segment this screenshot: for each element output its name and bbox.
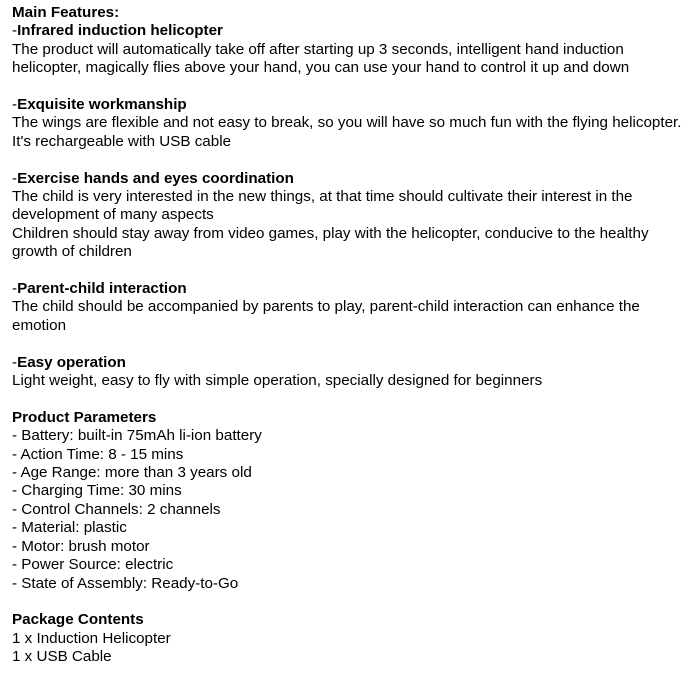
parameter-item: - Motor: brush motor — [12, 537, 150, 555]
feature-title-text: Exquisite workmanship — [17, 96, 187, 114]
feature-description: Light weight, easy to fly with simple operation, specially designed for beginners — [12, 372, 543, 390]
package-item: 1 x Induction Helicopter — [12, 629, 171, 647]
product-description — [12, 4, 688, 667]
parameter-item: - Battery: built-in 75mAh li-ion battery — [12, 427, 262, 445]
feature-description: The wings are flexible and not easy to break, so you will have so much fun with the flying helicopter. It's rechargeable with USB cable — [12, 114, 682, 150]
feature-description: The product will automatically take off after starting up 3 seconds, intelligent hand induction helicopter, magically flies above your hand, you can use your hand to control it up and down — [12, 40, 630, 77]
package-contents-heading: Package Contents — [12, 611, 144, 629]
parameter-item: - Age Range: more than 3 years old — [12, 464, 252, 482]
product-parameters-heading: Product Parameters — [12, 408, 157, 426]
parameter-item: - Charging Time: 30 mins — [12, 482, 182, 500]
feature-title-text: Parent-child interaction — [17, 280, 187, 298]
feature-description: The child is very interested in the new things, at that time should cultivate their interest in the development of many aspects — [12, 188, 633, 224]
parameter-item: - State of Assembly: Ready-to-Go — [12, 574, 239, 592]
feature-title-text: Infrared induction helicopter — [17, 22, 223, 40]
feature-prefix: - — [12, 96, 18, 114]
feature-title — [12, 22, 688, 40]
parameter-item: - Control Channels: 2 channels — [12, 500, 221, 518]
feature-prefix: - — [12, 353, 18, 371]
parameter-item: - Material: plastic — [12, 519, 127, 537]
feature-title — [12, 96, 688, 114]
package-item: 1 x USB Cable — [12, 648, 112, 666]
feature-description: Children should stay away from video games, play with the helicopter, conducive to the healthy growth of children — [12, 224, 649, 261]
feature-title-text: Exercise hands and eyes coordination — [17, 169, 294, 187]
feature-prefix: - — [12, 280, 18, 298]
main-features-heading: Main Features: — [12, 4, 120, 21]
feature-title — [12, 280, 688, 298]
feature-prefix: - — [12, 22, 18, 40]
feature-title-text: Easy operation — [17, 353, 126, 371]
feature-title — [12, 354, 688, 372]
feature-description: The child should be accompanied by parents to play, parent-child interaction can enhance the emotion — [12, 298, 640, 334]
feature-title — [12, 170, 688, 188]
feature-prefix: - — [12, 169, 18, 187]
parameter-item: - Power Source: electric — [12, 556, 174, 574]
parameter-item: - Action Time: 8 - 15 mins — [12, 445, 184, 463]
